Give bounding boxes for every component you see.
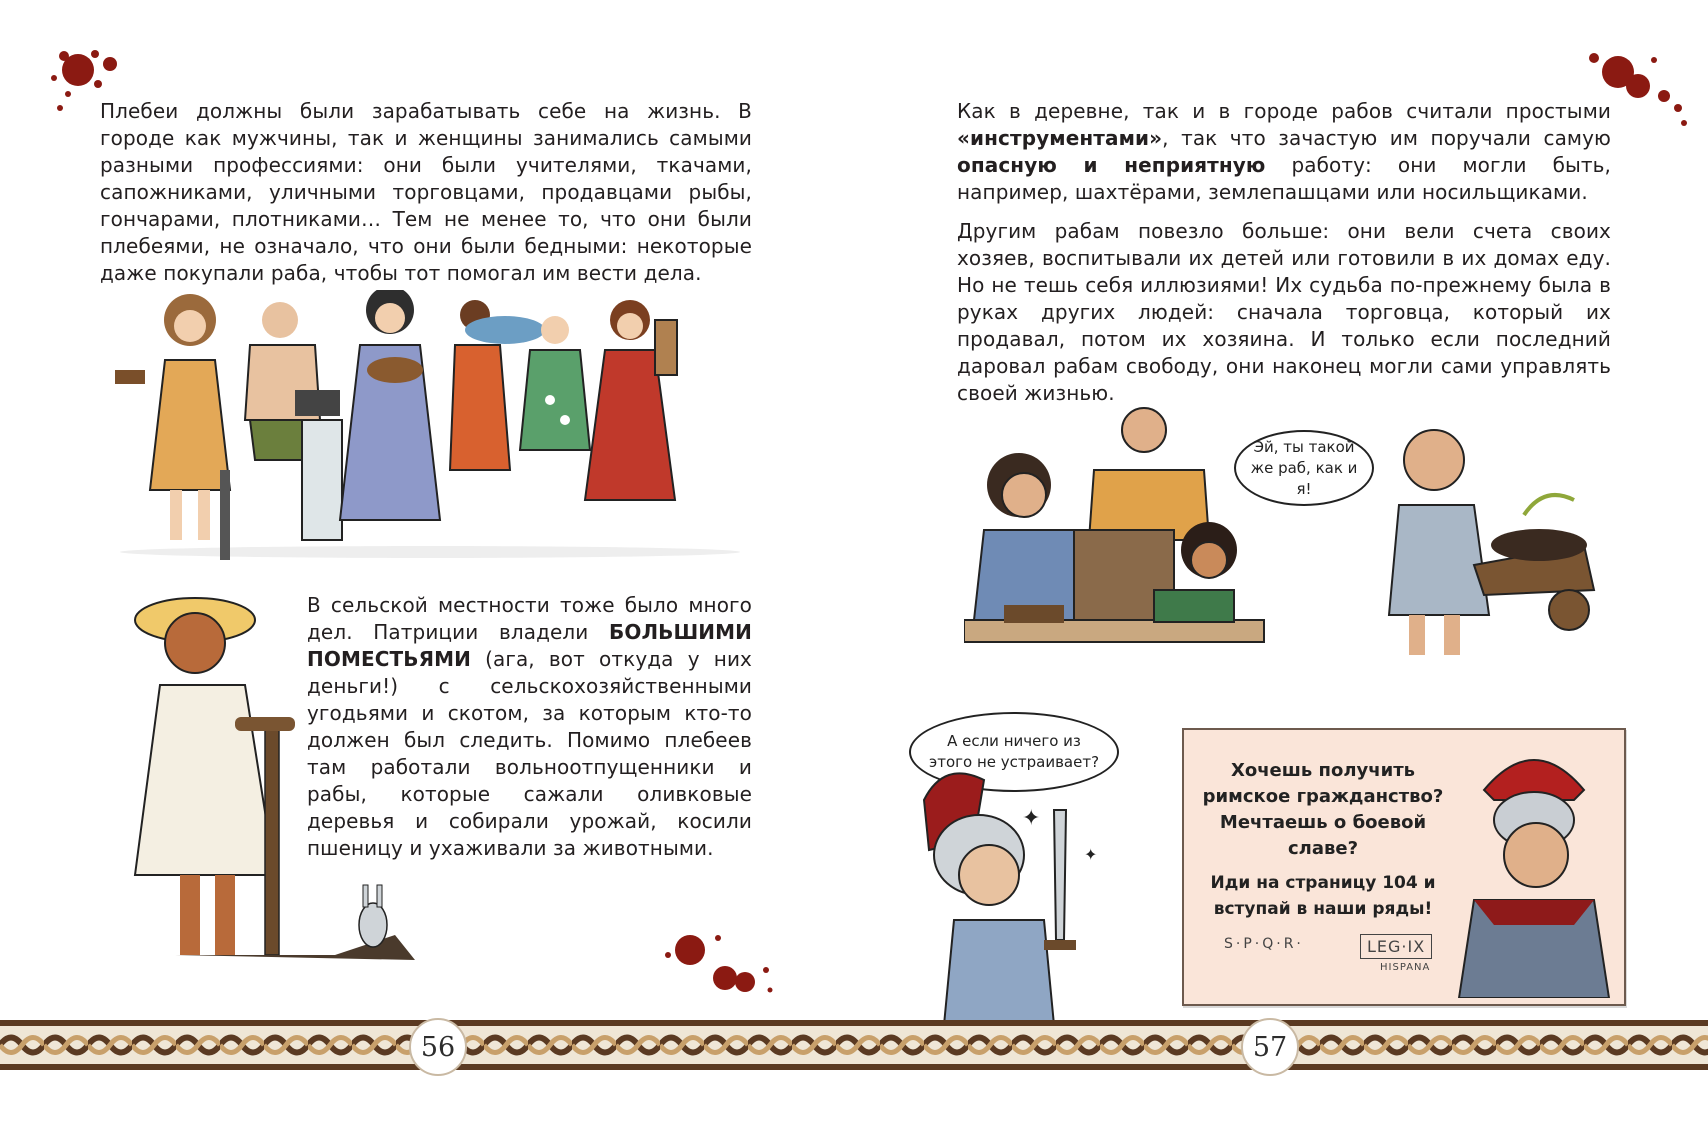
- wheelbarrow-slave-illustration: [1374, 415, 1604, 665]
- right-paragraph-1-bold1: «инструментами»: [957, 126, 1163, 150]
- right-paragraph-1: [957, 98, 1611, 206]
- right-paragraph-1-part2: , так что зачастую им поручали самую: [1162, 126, 1611, 150]
- recruit-legionary-illustration: [904, 760, 1124, 1025]
- blacksmith-figure: [220, 302, 342, 560]
- poster-spqr: S·P·Q·R·: [1224, 936, 1304, 952]
- decorative-border: [0, 1020, 1708, 1070]
- poster-subtext: Иди на страницу 104 и вступай в наши ряды!: [1210, 873, 1436, 919]
- baker-figure: [340, 290, 440, 520]
- poster-heading: Хочешь получить римское гражданство? Мечтаешь о боевой славе?: [1202, 760, 1444, 859]
- left-paragraph-2: [307, 592, 752, 862]
- teacher-figure: [585, 300, 677, 500]
- right-paragraph-2: Другим рабам повезло больше: они вели счета своих хозяев, воспитывали их детей или готовили в их домах еду. Но не тешь себя иллюзиями! Их судьба по-прежнему была в руках других людей: сначала торговца, который их продавал, потом их хозяина. И только если последний даровал рабам свободу, они наконец могли сами управлять своей жизнью.: [957, 219, 1611, 405]
- poster-text: [1198, 758, 1448, 922]
- speech-bubble-slave: [1234, 430, 1374, 506]
- speech-bubble-slave-text: Эй, ты такой же раб, как и я!: [1250, 437, 1358, 498]
- svg-text:✦: ✦: [1022, 806, 1041, 831]
- left-paragraph-2-part2: (ага, вот откуда у них деньги!) с сельскохозяйственными угодьями и скотом, за которым кто-то должен был следить. Помимо плебеев там работали вольноотпущенники и рабы, которые сажали оливковые деревья и собирали урожай, косили пшеницу и ухаживали за животными.: [307, 647, 752, 860]
- left-page: [0, 0, 854, 1020]
- right-page: [854, 0, 1708, 1020]
- page-number-right: 57: [1241, 1018, 1299, 1076]
- speech-bubble-legionary-text: А если ничего из этого не устраивает?: [928, 732, 1100, 771]
- svg-text:✦: ✦: [1084, 845, 1098, 864]
- poster-legio-sub: HISPANA: [1380, 962, 1431, 973]
- right-paragraph-1-bold2: опасную и неприятную: [957, 153, 1266, 177]
- page-number-left: 56: [409, 1018, 467, 1076]
- centurion-icon: [1454, 740, 1614, 998]
- poster-legio: LEG·IX: [1360, 934, 1432, 959]
- left-paragraph-2-bold: БОЛЬШИМИ ПОМЕСТЬЯМИ: [307, 620, 752, 671]
- left-paragraph-2-part1: В сельской местности тоже было много дел. Патриции владели: [307, 593, 752, 644]
- right-paragraph-1-part3: работу: они могли быть, например, шахтёрами, землепашцами или носильщиками.: [957, 153, 1611, 204]
- blood-splatter-icon: [660, 930, 780, 1005]
- carpenter-figure: [115, 294, 230, 540]
- recruitment-poster: [1182, 728, 1626, 1006]
- plebeians-illustration: [110, 290, 750, 570]
- right-paragraph-1-part1: Как в деревне, так и в городе рабов считали простыми: [957, 99, 1611, 123]
- left-paragraph-1: Плебеи должны были зарабатывать себе на жизнь. В городе как мужчины, так и женщины занимались самыми разными профессиями: они были учителями, ткачами, сапожниками, уличными торговцами, продавцами рыбы, гончарами, плотниками… Тем не менее то, что они были плебеями, не означало, что они были бедными: некоторые даже покупали раба, чтобы тот помогал им вести дела.: [100, 99, 752, 285]
